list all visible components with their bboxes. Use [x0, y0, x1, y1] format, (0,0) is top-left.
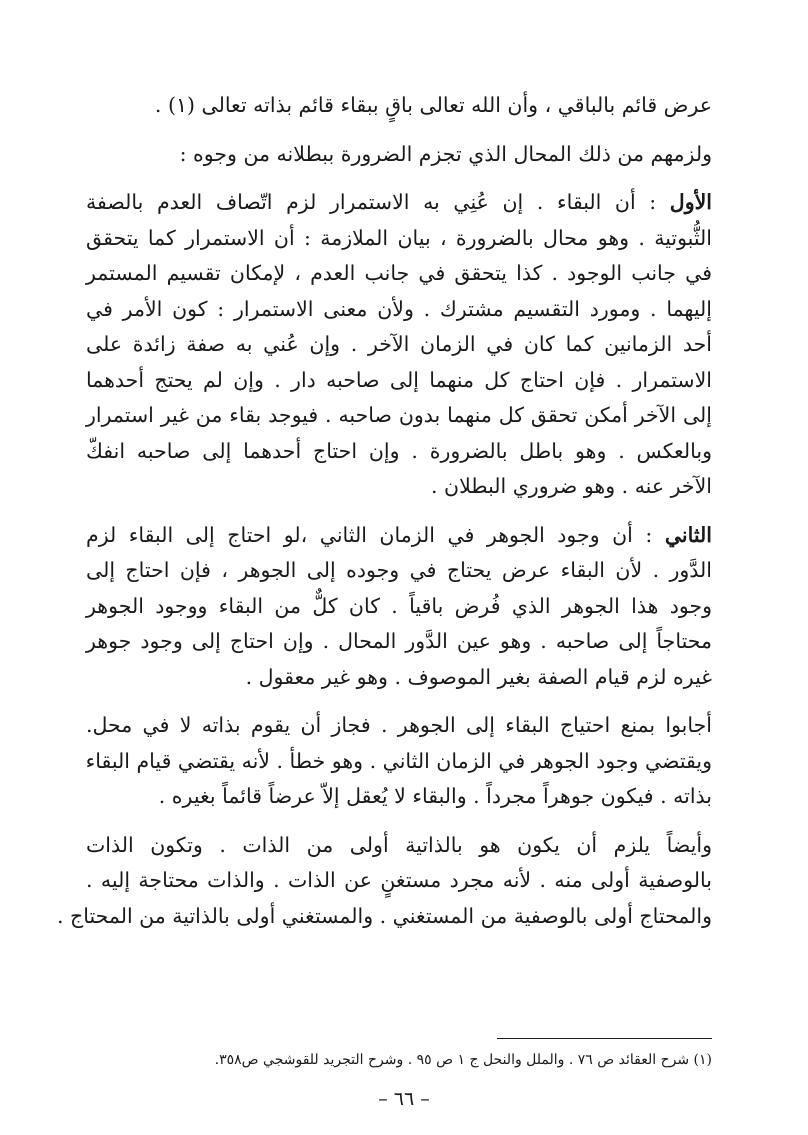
body-text — [56, 88, 712, 934]
text-line — [86, 553, 712, 589]
footnote: (١) شرح العقائد ص ٧٦ . والملل والنحل ج ١ ص ٩٥ . وشرح التجريد للقوشجي ص٣٥٨. — [214, 1052, 712, 1068]
text-line — [86, 624, 712, 660]
paragraph-first — [86, 185, 712, 505]
text-line — [86, 660, 712, 696]
paragraph-second — [86, 518, 712, 696]
text-line — [86, 518, 712, 554]
text-line — [86, 828, 712, 864]
paragraph-consequence — [86, 137, 712, 173]
line-text: والمحتاج أولى بالوصفية من المستغني . والمستغني أولى بالذاتية من المحتاج . — [56, 903, 712, 928]
line-text: في جانب الوجود . كذا يتحقق في جانب العدم ، لإمكان تقسيم المستمر — [86, 261, 712, 285]
line-text: الثُّبوتية . وهو محال بالضرورة ، بيان الملازمة : أن الاستمرار كما يتحقق — [86, 225, 712, 250]
text-line — [86, 256, 712, 292]
text-line — [86, 708, 712, 744]
line-text: غيره لزم قيام الصفة بغير الموصوف . وهو غير معقول . — [245, 664, 712, 689]
line-text: عرض قائم بالباقي ، وأن الله تعالى باقٍ ببقاء قائم بذاته تعالى (١) . — [154, 93, 712, 117]
text-line — [86, 363, 712, 399]
text-line — [86, 88, 712, 124]
section-lead-word: الأول — [669, 190, 712, 214]
footnote-divider — [497, 1038, 712, 1039]
line-text: إليهما . ومورد التقسيم مشترك . ولأن معنى الاستمرار : كون الأمر في — [86, 296, 712, 321]
text-line — [86, 469, 712, 505]
text-line — [86, 863, 712, 899]
line-text: أحد الزمانين كما كان في الزمان الآخر . وإن عُني به صفة زائدة على — [86, 332, 712, 356]
section-lead-word: الثاني — [664, 522, 712, 547]
line-text: : أن البقاء . إن عُنِي به الاستمرار لزم اتّصاف العدم بالصفة — [86, 190, 657, 214]
line-text: وأيضاً يلزم أن يكون هو بالذاتية أولى من الذات . وتكون الذات — [86, 832, 712, 857]
line-text: بذاته . فيكون جوهراً مجرداً . والبقاء لا يُعقل إلاّ عرضاً قائماً بغيره . — [158, 784, 712, 808]
line-text: الآخر عنه . وهو ضروري البطلان . — [430, 474, 712, 498]
text-line — [86, 137, 712, 173]
text-line — [86, 327, 712, 363]
line-text: الاستمرار . فإن احتاج كل منهما إلى صاحبه دار . وإن لم يحتج أحدهما — [86, 367, 712, 392]
line-text: : أن وجود الجوهر في الزمان الثاني ،لو احتاج إلى البقاء لزم — [86, 522, 653, 547]
text-line — [86, 779, 712, 815]
text-line — [86, 434, 712, 470]
line-text: بالوصفية أولى منه . لأنه مجرد مستغنٍ عن الذات . والذات محتاجة إليه . — [86, 868, 712, 892]
page-number: – ٦٦ – — [378, 1088, 430, 1110]
text-line — [86, 589, 712, 625]
paragraph-reply — [86, 708, 712, 815]
line-text: وجود هذا الجوهر الذي فُرض باقياً . كان كلٌّ من البقاء ووجود الجوهر — [86, 593, 712, 618]
line-text: الدَّور . لأن البقاء عرض يحتاج في وجوده إلى الجوهر ، فإن احتاج إلى — [86, 558, 712, 582]
text-line — [86, 744, 712, 780]
text-line — [86, 398, 712, 434]
paragraph-also — [56, 828, 712, 935]
text-line — [86, 292, 712, 328]
line-text: ويقتضي وجود الجوهر في الزمان الثاني . وهو خطأ . لأنه يقتضي قيام البقاء — [85, 748, 712, 773]
line-text: محتاجاً إلى صاحبه . وهو عين الدَّور المحال . وإن احتاج إلى وجود جوهر — [86, 629, 712, 653]
paragraph-intro — [86, 88, 712, 124]
line-text: إلى الآخر أمكن تحقق كل منهما بدون صاحبه . فيوجد بقاء من غير استمرار — [86, 403, 712, 427]
text-line — [86, 221, 712, 257]
text-line — [86, 185, 712, 221]
text-line — [56, 899, 712, 935]
line-text: وبالعكس . وهو باطل بالضرورة . وإن احتاج أحدهما إلى صاحبه انفكّ — [86, 438, 712, 463]
line-text: أجابوا بمنع احتياج البقاء إلى الجوهر . فجاز أن يقوم بذاته لا في محل. — [86, 713, 712, 737]
line-text: ولزمهم من ذلك المحال الذي تجزم الضرورة ببطلانه من وجوه : — [179, 141, 712, 166]
